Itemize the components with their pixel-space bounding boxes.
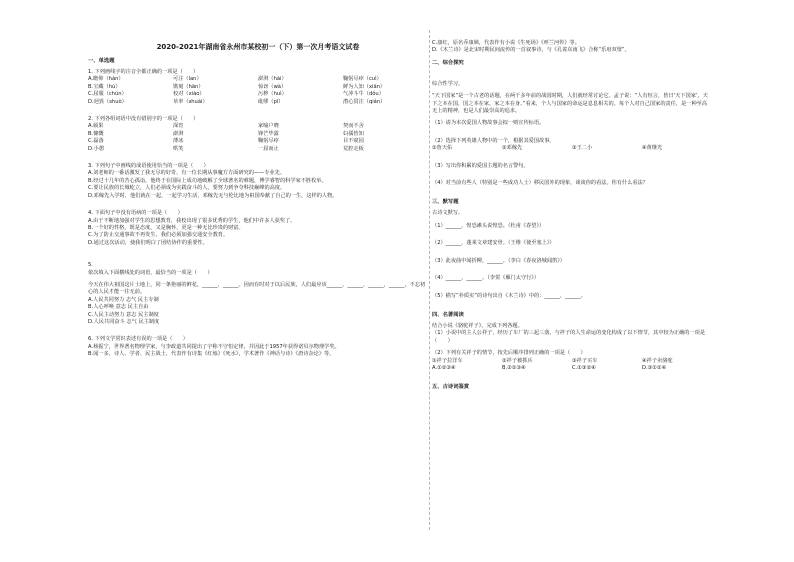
- option-word: D.迥異（shuò）: [88, 98, 127, 105]
- option-item: ①詹天佑: [432, 145, 453, 152]
- option-word: 契而不舍: [343, 123, 364, 130]
- option-item: ②祥子被抓兵: [502, 357, 533, 364]
- sub-question-4: （4）对当前有些人（特别是一些成功人士）移民国外的现象，谈谈你的看法。你有什么看法？: [432, 180, 648, 187]
- option-word: 一屈而止: [258, 145, 279, 152]
- option-word: 污秽（huì）: [258, 91, 287, 98]
- option-word: 镌刻（hān）: [173, 83, 204, 90]
- option-word: 薄冰: [173, 138, 184, 145]
- option-item: ③祥子买车: [572, 357, 598, 364]
- option-row: [88, 76, 428, 83]
- section-heading-1: 一、单选题: [88, 58, 115, 64]
- question-1: [88, 69, 428, 106]
- question-5: [88, 262, 428, 326]
- option-word: 锋芒毕露: [258, 130, 279, 137]
- question-intro: 结合小说《骆驼祥子》，完成下列各题。: [432, 322, 523, 329]
- right-column: [432, 0, 712, 562]
- option-item: ④祥子卖骆驼: [642, 357, 673, 364]
- option-d: D.《木兰诗》是北宋时期民间流传的一首叙事诗，与《孔雀东南飞》合称“乐府双璧”。: [432, 47, 630, 54]
- column-divider: [429, 30, 430, 530]
- option-word: C.磊落: [88, 138, 104, 145]
- question-6: [88, 336, 428, 358]
- option-c: C.康红，原名乔康娣，代表作有小说《生死场》《呼兰河传》等。: [432, 40, 580, 46]
- section-heading-3: 三、默写题: [432, 199, 459, 206]
- sub-question-3: （3）写出你积累的爱国主题的名言警句。: [432, 162, 529, 169]
- question-passage: 今天在伟大祖国这片土地上，同一条艳丽的鲜花，______，______。因而有时对于以后民族，人们最应该______，______，______，______，不忘初心的人民才能一往无前。: [88, 281, 426, 296]
- option-row: [88, 138, 428, 145]
- option-b: B.闻一多，诗人、学者、民主战士，代表作有诗集《红烛》《死水》，学术著作《神话与诗》《唐诗杂论》等。: [88, 351, 335, 358]
- option-word: 纰缪（pī）: [258, 98, 284, 105]
- answer-choice: B.②①③④: [502, 364, 526, 371]
- option-word: 鞠躬尽瘁: [258, 138, 279, 145]
- option-b: B.经过十几年的苦心孤诣，他终于在国际上成功地破解了全球著名的难题，博学睿智的科学家不胜枚举。: [88, 177, 327, 184]
- option-item: ③王二小: [572, 145, 593, 152]
- fill-blank-item: （2）______，蓬莱文章建安骨。（王维《使至塞上》）: [432, 240, 555, 247]
- exam-title: 2020-2021年湖南省永州市某校初一（下）第一次月考语文试卷: [156, 43, 360, 51]
- option-row: [88, 91, 428, 98]
- option-word: 荒腔走板: [343, 145, 364, 152]
- option-a: A.刘老师的一番话激发了我无尽的好奇，有一位长期从事魔方方面研究的——专业先。: [88, 170, 286, 177]
- answer-choice: D.③①②④: [642, 364, 667, 371]
- question-stem: 2. 下列各组词语中没有错别字的一项是（ ）: [88, 116, 199, 123]
- left-column: [88, 0, 428, 562]
- option-word: 妇孺皆知: [343, 130, 364, 137]
- option-d: D.人民共同奋斗 志气 民主制度: [88, 318, 160, 325]
- question-number: 5.: [88, 262, 93, 269]
- option-word: 鲜为人知（xiān）: [343, 83, 386, 90]
- sub-question-1: （1）小说中的主人公祥子，经历了车厂的三起三落，与祥子的人生命运的变化构成了以下情节，其中较为正确的一项是（ ）: [432, 330, 706, 344]
- question-stem: 3. 下列句子中画线的成语使用恰当的一项是（ ）: [88, 163, 209, 170]
- option-word: 可注（lan）: [173, 76, 202, 83]
- answer-choice: C.①③②④: [572, 364, 596, 371]
- section-heading-4: 四、名著阅读: [432, 311, 464, 318]
- option-word: A.瞻仰（hán）: [88, 76, 124, 83]
- option-word: 哄笑: [173, 145, 184, 152]
- option-d: D.邓稼先入学时，他们就在一起，一起学习生活，邓稼先无与伦比地为祖国奉献了自己的一生，这样的人物。: [88, 192, 338, 199]
- fill-blank-item: （5）描写“朴质实”的诗句出自《木兰诗》中的：______，______。: [432, 292, 586, 299]
- option-b: B.人心呼唤 意志 民主自由: [88, 304, 149, 311]
- option-a: A.杨振宁，世界著名物理学家，与李政道共同提出了宇称不守恒定律，并因此于1957年获得诺贝尔物理学奖。: [88, 343, 340, 350]
- option-a: A.人民共同努力 志气 民主专制: [88, 296, 159, 303]
- option-word: C.屈服（chún）: [88, 91, 127, 98]
- question-stem: 1. 下列画线字的注音全都正确的一项是（ ）: [88, 69, 199, 75]
- sub-question-1: （1）请为本次爱国人物故事会拟一则宣传标语。: [432, 120, 545, 127]
- question-4: [88, 210, 428, 247]
- option-word: D.小憩: [88, 145, 105, 152]
- option-word: A.硕果: [88, 123, 104, 130]
- option-b: B.一个好的性格，既是态度，又是胸怀，更是一种无比珍贵的财富。: [88, 224, 244, 231]
- section-heading-5: 五、古诗词鉴赏: [432, 384, 470, 391]
- fill-blank-item: （1）______，惶恐滩头说惶恐。（杜甫《春望》）: [432, 222, 545, 229]
- question-8: [432, 210, 712, 299]
- question-intro: 古诗文默写。: [432, 210, 464, 217]
- option-row: [88, 146, 428, 153]
- option-a: A.由于不断地加强对学生的思想教育，我校出现了很多优秀的学生，他们中许多人获奖了。: [88, 217, 296, 224]
- question-3: [88, 163, 428, 200]
- option-row: [88, 99, 428, 106]
- option-c: C.人民主动努力 意志 民主制度: [88, 311, 159, 318]
- option-row: [432, 358, 712, 365]
- option-word: 校对（xiào）: [173, 91, 205, 98]
- option-word: B.宝藏（hú）: [88, 83, 121, 90]
- question-2: [88, 116, 428, 153]
- option-d: D.通过这次活动，使我们明白了团结协作的重要性。: [88, 239, 208, 246]
- option-c: C.要让民族的长城屹立，人们必须成为实践奋斗的人，要努力到争夺科技巅峰的高度。: [88, 185, 286, 192]
- option-word: 深宵: [173, 123, 184, 130]
- question-7: [432, 81, 712, 188]
- option-item: ①祥子拉洋车: [432, 357, 463, 364]
- sub-question-2: （2）下列有关祥子的情节，按先后顺序排列正确的一项是（ ）: [432, 350, 586, 357]
- option-word: 气冲斗牛（dǒu）: [343, 91, 384, 98]
- option-row: [88, 123, 428, 130]
- option-row: [432, 145, 712, 152]
- question-stem: 依次填入下面横线处的词语，最恰当的一项是（ ）: [88, 269, 213, 276]
- question-stem: 4. 下面句子中没有语病的一项是（ ）: [88, 210, 183, 217]
- question-stem: 6. 下列文学常识表述有误的一项是（ ）: [88, 336, 188, 343]
- fill-blank-item: （3）此夜曲中闻折柳，______。（李白《春夜洛城闻笛》）: [432, 257, 565, 264]
- question-9: [432, 323, 712, 372]
- option-word: 澎湃（hài）: [258, 76, 287, 83]
- option-word: 鞠躬尽瘁（cuì）: [343, 76, 382, 83]
- answer-row: [432, 365, 712, 372]
- sub-question-2: （2）选择下列英雄人物中的一个，根据其爱国故事。: [432, 137, 555, 144]
- option-word: 惊讶（wà）: [258, 83, 287, 90]
- option-item: ④黄继光: [642, 145, 663, 152]
- option-word: 澎湃: [173, 130, 184, 137]
- question-passage: “天下国家”是一个古老的话题，在两千多年前的战国时期，人们就经常讨论它。孟子说：“人有恒言，皆曰‘天下国家’。天下之本在国，国之本在家，家之本在身。”看来，个人与国家的命运是息息相关的。每个人对自己国家的责任，是一种至高无上的精神，也是人们最崇高的追求。: [432, 93, 708, 115]
- option-word: 目不窥园: [343, 138, 364, 145]
- option-word: 潜心贯注（qián）: [343, 98, 386, 105]
- fill-blank-item: （4）______，______。（李贺《雁门太守行》）: [432, 275, 540, 282]
- option-word: 家喻户晓: [258, 123, 279, 130]
- answer-choice: A.①②③④: [432, 364, 456, 371]
- option-item: ②邓稼先: [502, 145, 523, 152]
- section-heading-2: 二、综合探究: [432, 59, 464, 66]
- option-word: 草率（shuài）: [173, 98, 208, 105]
- option-word: B.慷慨: [88, 130, 104, 137]
- question-intro: 综合性学习。: [432, 80, 464, 87]
- option-c: C.为了防止交通事故不再发生，我们必须加强交通安全教育。: [88, 232, 229, 239]
